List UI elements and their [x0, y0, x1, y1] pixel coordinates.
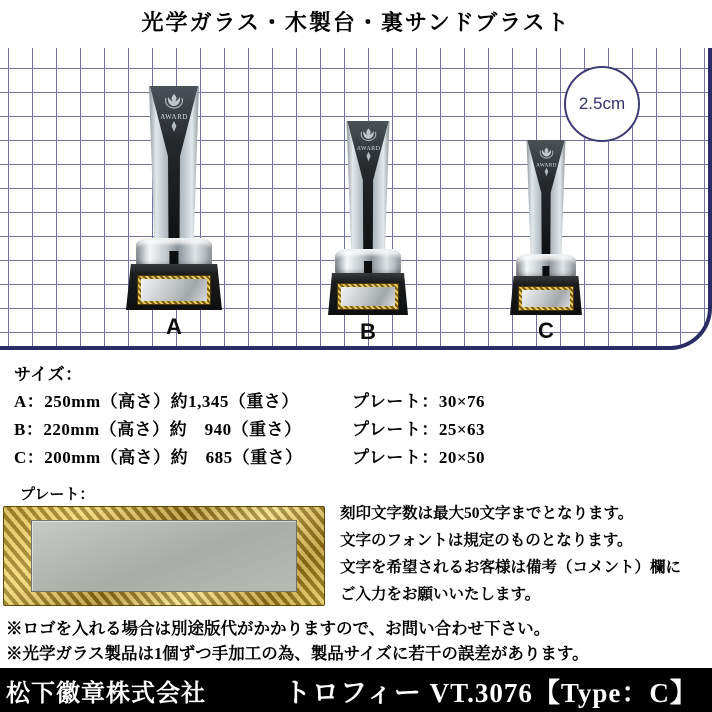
award-torch-icon [533, 143, 560, 179]
award-text: AWARD [356, 146, 380, 153]
trophy-b-name-plate [338, 284, 397, 309]
size-spec-b: B：220mm（高さ）約 940（重さ） [14, 420, 302, 439]
page-title: 光学ガラス・木製台・裏サンドブラスト [141, 10, 571, 35]
award-text: AWARD [535, 162, 557, 169]
trophy-c-name-plate [519, 287, 572, 310]
scale-badge [564, 66, 640, 142]
engraving-note-line: 文字を希望されるお客様は備考（コメント）欄に [340, 559, 682, 576]
size-spec-c: C：200mm（高さ）約 685（重さ） [14, 448, 303, 467]
size-row-c [14, 444, 485, 472]
scale-badge-label: 2.5cm [578, 94, 626, 113]
size-row-a [14, 388, 485, 416]
trophy-a-label: A [166, 314, 182, 339]
sizes-heading: サイズ： [14, 365, 83, 384]
size-spec-a: A：250mm（高さ）約1,345（重さ） [14, 392, 299, 411]
trophy-a-glass-tower [149, 86, 199, 246]
trophy-c [510, 140, 582, 346]
trophy-a-name-plate [138, 276, 209, 303]
grid-panel [0, 48, 712, 350]
award-torch-icon [353, 124, 384, 164]
size-row-b [14, 416, 485, 444]
plate-engraving-surface [31, 520, 297, 592]
trophy-b-label: B [360, 319, 376, 344]
size-plate-a: プレート：30×76 [352, 392, 486, 411]
trophy-c-wood-base [510, 276, 582, 315]
footer-bar [0, 668, 712, 712]
trophy-c-label: C [538, 318, 554, 343]
plate-photo [3, 506, 325, 606]
plate-section-label: プレート： [20, 487, 95, 503]
trophy-c-glass-tower [527, 140, 566, 260]
award-text: AWARD [160, 113, 188, 121]
size-plate-b: プレート：25×63 [352, 420, 486, 439]
engraving-notes [340, 500, 712, 608]
size-spec-block [14, 362, 485, 472]
footnote-line: ※光学ガラス製品は1個ずつ手加工の為、製品サイズに若干の誤差があります。 [6, 644, 589, 663]
trophy-a-wood-base [126, 264, 222, 310]
product-name: トロフィー VT.3076【Type：C】 [284, 677, 698, 708]
footnote-line: ※ロゴを入れる場合は別途版代がかかりますので、お問い合わせ下さい。 [6, 619, 551, 638]
engraving-note-line: 刻印文字数は最大50文字までとなります。 [340, 505, 634, 522]
engraving-note-line: ご入力をお願いいたします。 [340, 586, 541, 603]
award-torch-icon [156, 89, 192, 135]
trophy-b-glass-tower [347, 121, 390, 255]
company-name: 松下徽章株式会社 [6, 680, 206, 707]
trophy-b-wood-base [328, 273, 408, 315]
engraving-note-line: 文字のフォントは規定のものとなります。 [340, 532, 633, 549]
trophy-a [126, 86, 222, 342]
footnotes [6, 616, 589, 666]
size-plate-c: プレート：20×50 [352, 448, 486, 467]
trophy-b [328, 121, 408, 347]
